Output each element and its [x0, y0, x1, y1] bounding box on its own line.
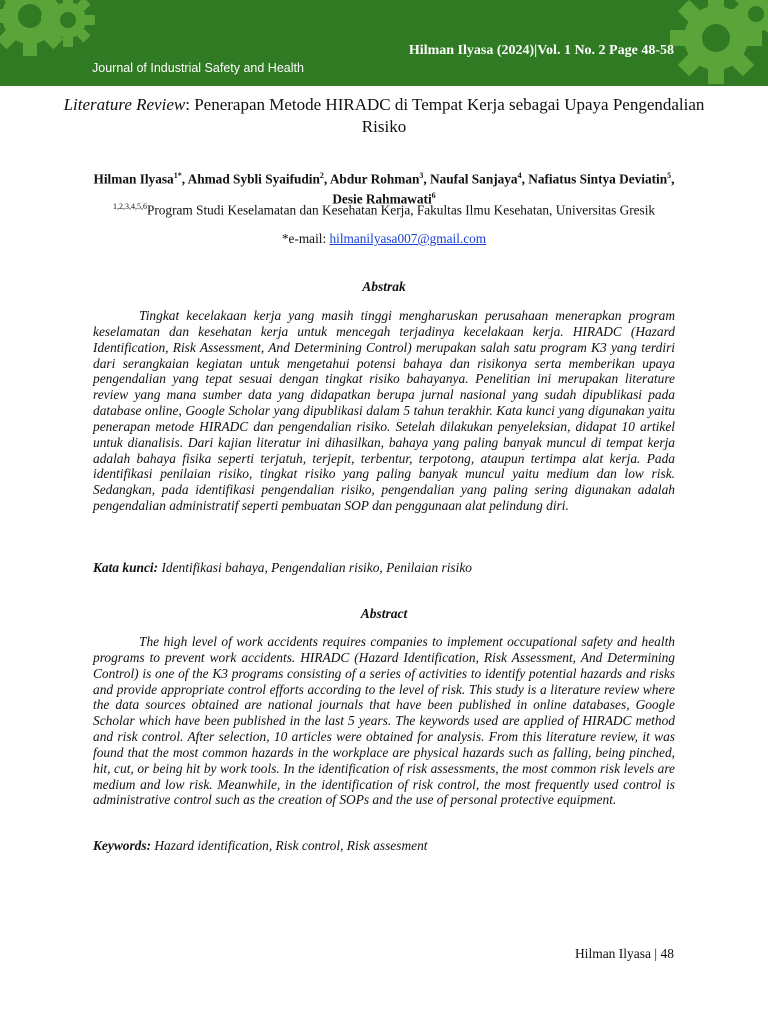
title-italic-part: Literature Review	[63, 95, 186, 114]
author-name: Ahmad Sybli Syaifudin	[187, 171, 320, 187]
keywords-values: Hazard identification, Risk control, Risk assesment	[151, 838, 428, 853]
abstrak-body: Tingkat kecelakaan kerja yang masih tinggi mengharuskan perusahaan menerapkan program keselamatan dan kesehatan kerja untuk mencegah terjadinya kecelakaan kerja. HIRADC (Hazard Identification, Risk Assessment, And Determining Control) merupakan salah satu program K3 yang terdiri dari serangkaian kegiatan untuk mengetahui potensi bahaya dan risikonya serta memberikan upaya pengendalian yang tepat sesuai dengan tingkat risiko bahayanya. Penelitian ini merupakan literature review yang mana sumber data yang didapatkan berupa jurnal nasional yang sudah dipublikasi pada database online, Google Scholar yang dipublikasi dalam 5 tahun terakhir. Kata kunci yang digunakan yaitu penerapan metode HIRADC dan pengendalian risiko. Setelah dilakukan penyeleksian, didapat 10 artikel untuk dianalisis. Dari kajian literatur ini dihasilkan, bahaya yang paling banyak muncul di tempat kerja adalah bahaya fisika seperti terjatuh, terjepit, terbentur, terpotong, ataupun tertimpa alat kerja. Pada identifikasi penilaian risiko, tingkat risiko yang paling banyak muncul yaitu medium dan low risk. Sedangkan, pada identifikasi pengendalian risiko, pengendalian yang paling sering digunakan adalah pengendalian administratif seperti pembuatan SOP dan penggunaan alat pelindung diri.	[93, 308, 675, 514]
author-name: Desie Rahmawati	[332, 191, 432, 207]
author-name: Abdur Rohman	[329, 171, 420, 187]
author-name: Hilman Ilyasa	[93, 171, 174, 187]
author-sup: 2	[319, 171, 324, 180]
author-sup: 1*	[173, 171, 182, 180]
keywords	[93, 838, 675, 854]
author-sup: 6	[431, 191, 436, 201]
email-link[interactable]: hilmanilyasa007@gmail.com	[329, 231, 487, 246]
paper-title	[60, 94, 708, 138]
affiliation-text: Program Studi Keselamatan dan Kesehatan Kerja, Fakultas Ilmu Kesehatan, Universitas Gresik	[146, 202, 656, 218]
gear-icon	[40, 0, 96, 48]
author-sup: 5	[667, 171, 672, 180]
affiliation-sup: 1,2,3,4,5,6	[112, 202, 147, 211]
journal-header-banner	[0, 0, 768, 86]
kata-kunci-label: Kata kunci:	[93, 560, 159, 575]
kata-kunci	[93, 560, 675, 576]
email-label: *e-mail:	[281, 231, 330, 246]
author-sup: 3	[419, 171, 424, 180]
kata-kunci-values: Identifikasi bahaya, Pengendalian risiko, Penilaian risiko	[158, 560, 472, 575]
abstract-heading: Abstract	[360, 606, 408, 621]
author-name: Naufal Sanjaya	[430, 171, 518, 187]
journal-citation: Hilman Ilyasa (2024)|Vol. 1 No. 2 Page 48-58	[408, 43, 674, 58]
abstrak-heading: Abstrak	[362, 279, 406, 294]
journal-name: Journal of Industrial Safety and Health	[92, 61, 304, 75]
keywords-label: Keywords:	[93, 838, 152, 853]
author-list: Hilman Ilyasa$^{1*}$, Ahmad Sybli Syaifudin$^2$, Abdur Rohman$^3$, Naufal Sanjaya$^4$, Nafiatus Sintya Deviatin$^5$, Desie Rahmawati$^6$	[93, 171, 675, 207]
gear-icon	[728, 0, 768, 42]
author-sup: 4	[517, 171, 522, 180]
author-name: Nafiatus Sintya Deviatin	[528, 171, 668, 187]
title-rest: : Penerapan Metode HIRADC di Tempat Kerja sebagai Upaya Pengendalian Risiko	[185, 95, 705, 136]
page-footer: Hilman Ilyasa | 48	[574, 946, 674, 961]
abstract-body: The high level of work accidents requires companies to implement occupational safety and health programs to prevent work accidents. HIRADC (Hazard Identification, Risk Assessment, And Determining Control) is one of the K3 programs consisting of a series of activities to identify potential hazards and risks and provide appropriate control efforts according to the level of risk. This study is a literature review where the data sources obtained are national journals that have been published in online databases, Google Scholar which have been published in the last 5 years. The keywords used are applied of HIRADC method and risk control. After selection, 10 articles were obtained for analysis. From this literature review, it was found that the most common hazards in the workplace are physical hazards such as falling, being pinched, hit, cut, or being hit by work tools. In the identification of risk assessments, the most common risk levels are medium and low risk. Meanwhile, in the identification of risk control, the most frequently used control is administrative control such as the creation of SOPs and the use of personal protective equipment.	[93, 634, 675, 808]
affiliation	[90, 199, 678, 218]
contact-email	[90, 231, 678, 247]
